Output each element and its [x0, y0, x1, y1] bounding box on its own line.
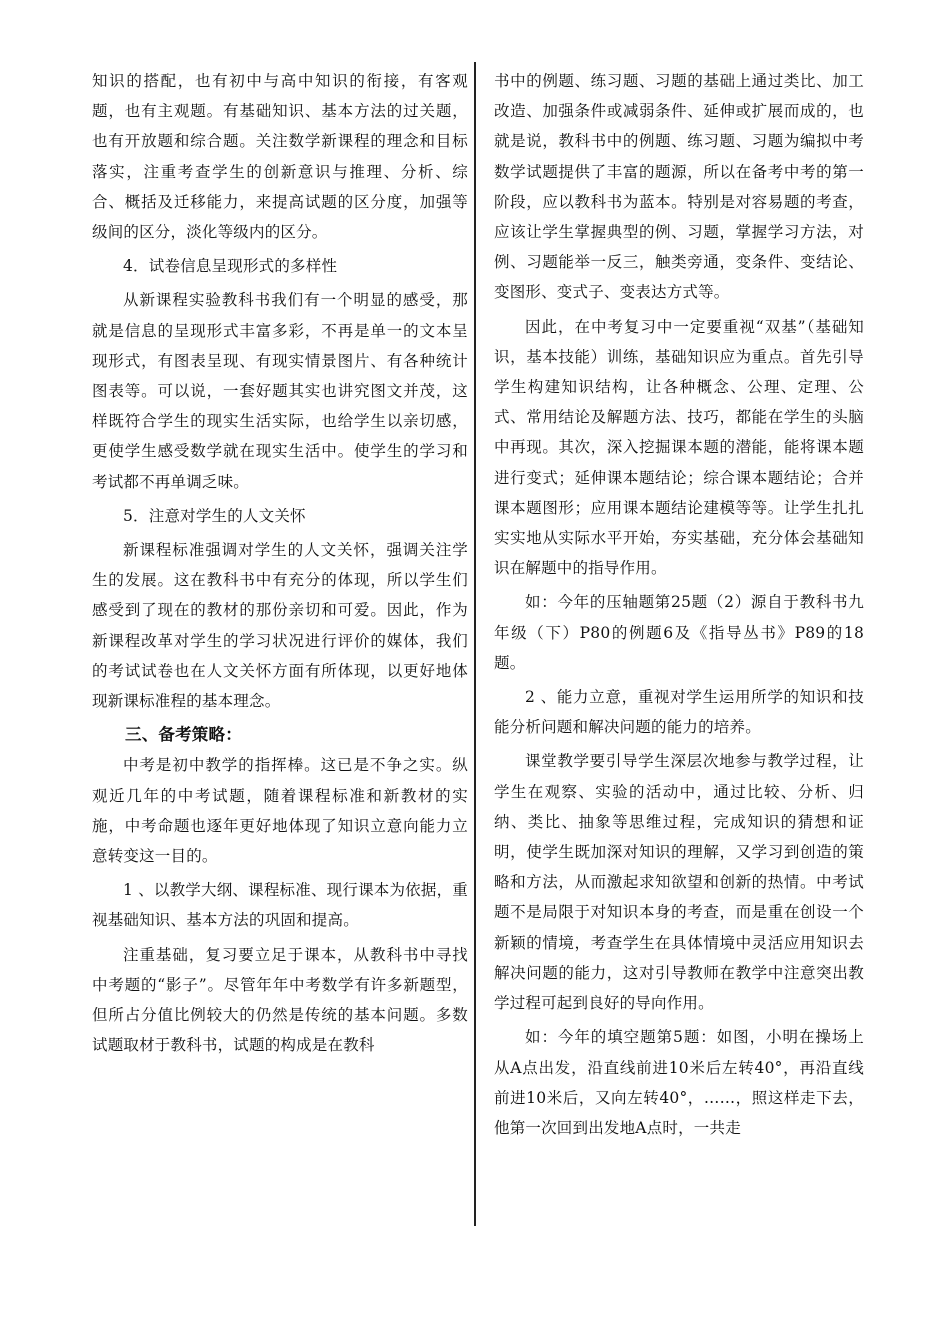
paragraph: 中考是初中教学的指挥棒。这已是不争之实。纵观近几年的中考试题，随着课程标准和新教材的实施，中考命题也逐年更好地体现了知识立意向能力立意转变这一目的。: [92, 756, 468, 866]
section-heading: 三、备考策略：: [125, 725, 242, 745]
right-column: [494, 66, 864, 1143]
paragraph: 知识的搭配，也有初中与高中知识的衔接，有客观题，也有主观题。有基础知识、基本方法的过关题，也有开放题和综合题。关注数学新课程的理念和目标落实，注重考查学生的创新意识与推理、分析、综合、概括及迁移能力，来提高试题的区分度，加强等级间的区分，淡化等级内的区分。: [92, 72, 468, 242]
paragraph: 注重基础，复习要立足于课本，从教科书中寻找中考题的“影子”。尽管年年中考数学有许多新题型，但所占分值比例较大的仍然是传统的基本问题。多数试题取材于教科书，试题的构成是在教科: [92, 945, 468, 1055]
list-item: 1 、以教学大纲、课程标准、现行课本为依据，重视基础知识、基本方法的巩固和提高。: [92, 881, 468, 930]
paragraph: 如：今年的填空题第5题：如图，小明在操场上从A点出发，沿直线前进10米后左转40°，再沿直线前进10米后，又向左转40°，……，照这样走下去，他第一次回到出发地A点时，一共走: [494, 1028, 864, 1137]
paragraph: 书中的例题、练习题、习题的基础上通过类比、加工改造、加强条件或减弱条件、延伸或扩展而成的，也就是说，教科书中的例题、练习题、习题为编拟中考数学试题提供了丰富的题源，所以在备考中考的第一阶段，应以教科书为蓝本。特别是对容易题的考查，应该让学生掌握典型的例、习题，掌握学习方法，对例、习题能举一反三，触类旁通，变条件、变结论、变图形、变式子、变表达方式等。: [494, 72, 864, 302]
paragraph: 课堂教学要引导学生深层次地参与教学过程，让学生在观察、实验的活动中，通过比较、分析、归纳、类比、抽象等思维过程，完成知识的猜想和证明，使学生既加深对知识的理解，又学习到创造的策略和方法，从而激起求知欲望和创新的热情。中考试题不是局限于对知识本身的考查，而是重在创设一个新颖的情境，考查学生在具体情境中灵活应用知识去解决问题的能力，这对引导教师在教学中注意突出教学过程可起到良好的导向作用。: [494, 752, 864, 1013]
column-divider: [474, 62, 476, 1226]
subheading: 5．注意对学生的人文关怀: [123, 506, 306, 525]
paragraph: 从新课程实验教科书我们有一个明显的感受，那就是信息的呈现形式丰富多彩，不再是单一的文本呈现形式，有图表呈现、有现实情景图片、有各种统计图表等。可以说，一套好题其实也讲究图文并茂，这样既符合学生的现实生活实际，也给学生以亲切感，更使学生感受数学就在现实生活中。使学生的学习和考试都不再单调乏味。: [92, 291, 468, 491]
paragraph: 如：今年的压轴题第25题（2）源自于教科书九年级（下）P80的例题6及《指导丛书》P89的18题。: [494, 593, 864, 672]
list-item: 2 、能力立意，重视对学生运用所学的知识和技能分析问题和解决问题的能力的培养。: [494, 688, 864, 737]
subheading: 4．试卷信息呈现形式的多样性: [123, 257, 338, 276]
paragraph: 因此，在中考复习中一定要重视“双基”（基础知识，基本技能）训练，基础知识应为重点。首先引导学生构建知识结构，让各种概念、公理、定理、公式、常用结论及解题方法、技巧，都能在学生的头脑中再现。其次，深入挖掘课本题的潜能，能将课本题进行变式；延伸课本题结论；综合课本题结论；合并课本题图形；应用课本题结论建模等等。让学生扎扎实实地从实际水平开始，夯实基础，充分体会基础知识在解题中的指导作用。: [494, 317, 864, 578]
left-column: [92, 66, 468, 1061]
paragraph: 新课程标准强调对学生的人文关怀，强调关注学生的发展。这在教科书中有充分的体现，所以学生们感受到了现在的教材的那份亲切和可爱。因此，作为新课程改革对学生的学习状况进行评价的媒体，我们的考试试卷也在人文关怀方面有所体现，以更好地体现新课标准程的基本理念。: [92, 541, 468, 711]
